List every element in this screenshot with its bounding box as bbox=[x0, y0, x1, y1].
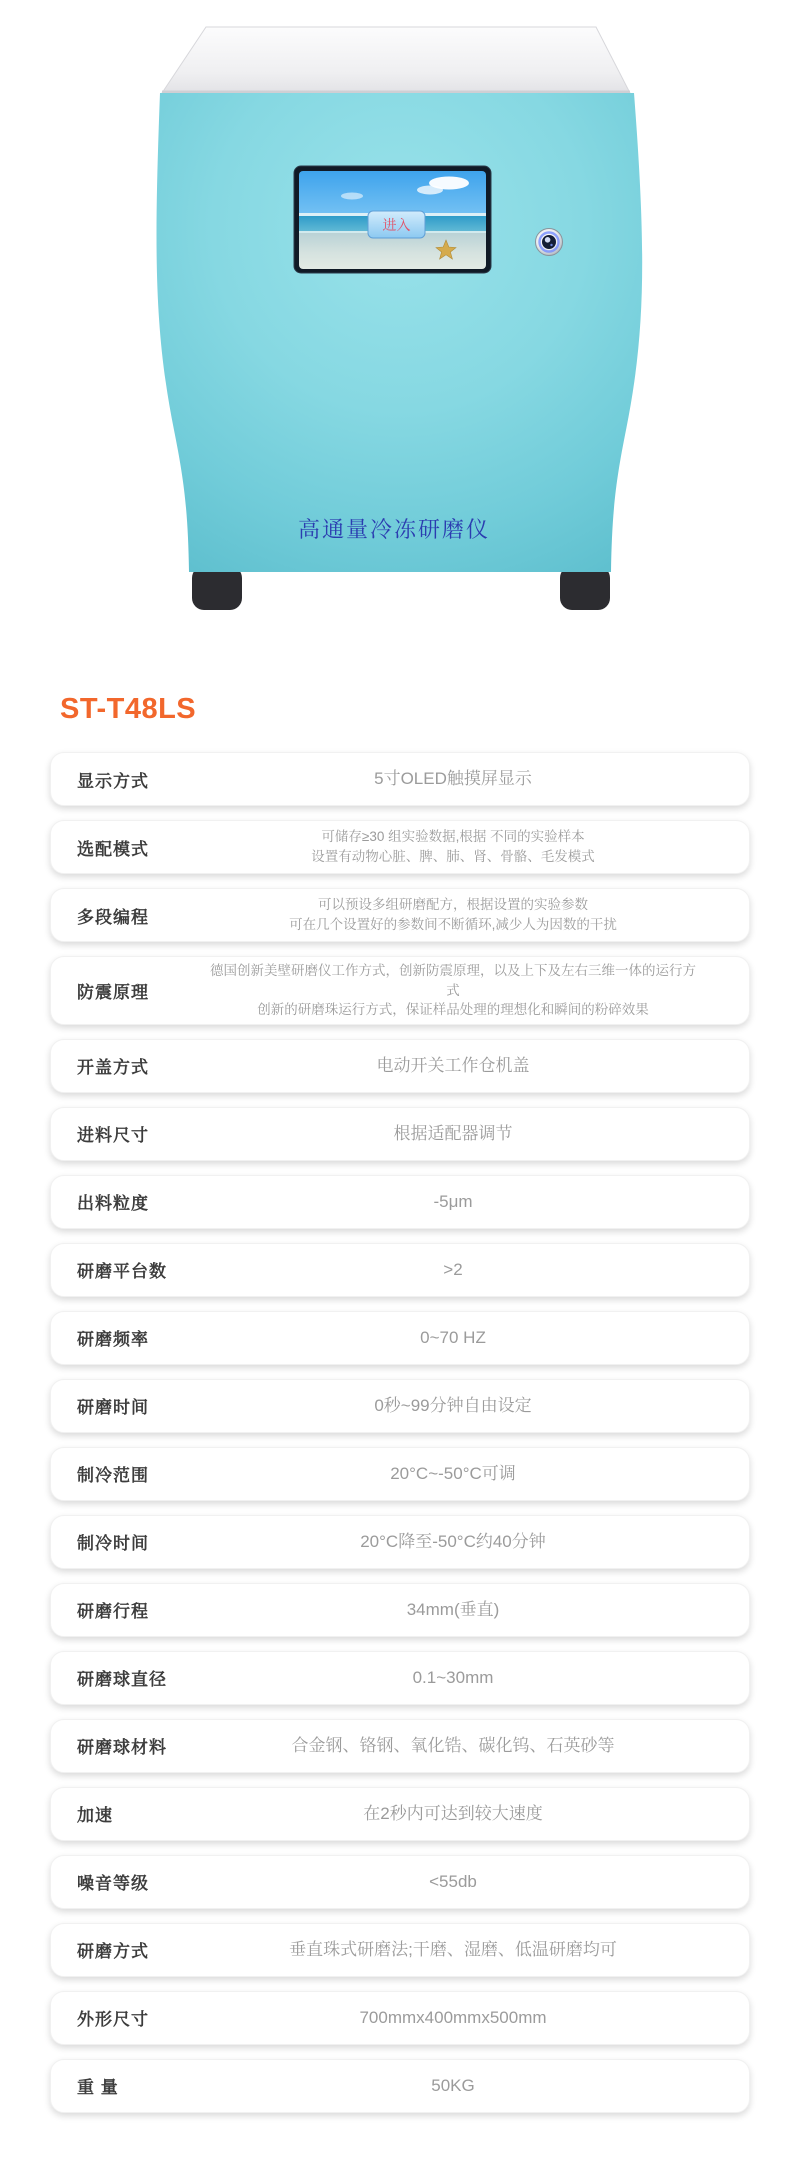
spec-value: 700mmx400mmx500mm bbox=[359, 2007, 547, 2027]
spec-row bbox=[50, 1719, 750, 1773]
machine-lid-edge bbox=[162, 91, 630, 94]
spec-label: 研磨球直径 bbox=[77, 1670, 167, 1690]
spec-row bbox=[50, 1583, 750, 1637]
cloud-icon bbox=[417, 186, 443, 195]
spec-row bbox=[50, 956, 750, 1025]
spec-label: 研磨频率 bbox=[77, 1330, 149, 1350]
spec-label: 显示方式 bbox=[77, 771, 149, 791]
machine-foot-left bbox=[192, 566, 242, 610]
spec-label: 研磨时间 bbox=[77, 1398, 149, 1418]
spec-row bbox=[50, 820, 750, 874]
spec-label: 开盖方式 bbox=[77, 1058, 149, 1078]
spec-label: 加速 bbox=[77, 1806, 113, 1826]
spec-label: 选配模式 bbox=[77, 839, 149, 859]
machine-body bbox=[157, 93, 643, 572]
spec-row bbox=[50, 1651, 750, 1705]
spec-value: 0秒~99分钟自由设定 bbox=[374, 1395, 532, 1415]
spec-value: 50KG bbox=[431, 2075, 475, 2095]
spec-value: 0~70 HZ bbox=[420, 1327, 486, 1347]
spec-label: 噪音等级 bbox=[77, 1874, 149, 1894]
spec-row bbox=[50, 1991, 750, 2045]
machine-foot-right bbox=[560, 566, 610, 610]
spec-table bbox=[50, 752, 750, 2168]
spec-value: 电动开关工作仓机盖 bbox=[376, 1055, 530, 1075]
spec-label: 多段编程 bbox=[77, 907, 149, 927]
spec-label: 研磨行程 bbox=[77, 1602, 149, 1622]
machine-label: 高通量冷冻研磨仪 bbox=[297, 517, 491, 542]
spec-value: 垂直珠式研磨法;干磨、湿磨、低温研磨均可 bbox=[289, 1939, 617, 1959]
spec-label: 研磨球材料 bbox=[77, 1738, 167, 1758]
spec-row bbox=[50, 752, 750, 806]
spec-value: 20°C~-50°C可调 bbox=[390, 1463, 516, 1483]
spec-value: >2 bbox=[443, 1259, 463, 1279]
spec-row bbox=[50, 1175, 750, 1229]
spec-row bbox=[50, 1107, 750, 1161]
product-photo bbox=[0, 0, 800, 655]
spec-row bbox=[50, 1243, 750, 1297]
spec-label: 外形尺寸 bbox=[77, 2010, 149, 2030]
spec-value: 合金钢、铬钢、氧化锆、碳化钨、石英砂等 bbox=[291, 1735, 615, 1755]
spec-label: 进料尺寸 bbox=[77, 1126, 149, 1146]
product-model-title: ST-T48LS bbox=[60, 693, 197, 725]
spec-row bbox=[50, 1447, 750, 1501]
spec-row bbox=[50, 1787, 750, 1841]
spec-value: 可储存≥30 组实验数据,根据 不同的实验样本 设置有动物心脏、脾、肺、肾、骨骼、毛发模式 bbox=[311, 829, 595, 864]
spec-value: 5寸OLED触摸屏显示 bbox=[374, 768, 532, 788]
spec-label: 制冷时间 bbox=[77, 1534, 149, 1554]
enter-button bbox=[368, 211, 425, 238]
spec-value: <55db bbox=[429, 1871, 477, 1891]
spec-row bbox=[50, 888, 750, 942]
spec-row bbox=[50, 1515, 750, 1569]
spec-value: 可以预设多组研磨配方，根据设置的实验参数 可在几个设置好的参数间不断循环,减少人为因数的干扰 bbox=[289, 897, 617, 932]
spec-value: 34mm(垂直) bbox=[406, 1599, 500, 1619]
spec-label: 防震原理 bbox=[77, 982, 149, 1002]
spec-value: 德国创新美壁研磨仪工作方式，创新防震原理，以及上下及左右三维一体的运行方式 创新的研磨珠运行方式，保证样品处理的理想化和瞬间的粉碎效果 bbox=[210, 963, 696, 1018]
spec-value: 在2秒内可达到较大速度 bbox=[363, 1803, 543, 1823]
machine-lid bbox=[162, 27, 630, 93]
spec-label: 制冷范围 bbox=[77, 1466, 149, 1486]
spec-value: -5μm bbox=[433, 1191, 473, 1211]
spec-label: 出料粒度 bbox=[77, 1194, 149, 1214]
spec-row bbox=[50, 2059, 750, 2113]
spec-row bbox=[50, 1923, 750, 1977]
enter-button-label: 进入 bbox=[382, 217, 411, 233]
spec-label: 重 量 bbox=[77, 2078, 119, 2098]
cloud-icon bbox=[341, 193, 363, 200]
spec-row bbox=[50, 1855, 750, 1909]
spec-row bbox=[50, 1311, 750, 1365]
spec-row bbox=[50, 1039, 750, 1093]
power-button-icon bbox=[536, 229, 563, 256]
spec-label: 研磨方式 bbox=[77, 1942, 149, 1962]
spec-row bbox=[50, 1379, 750, 1433]
spec-value: 根据适配器调节 bbox=[393, 1123, 513, 1143]
spec-label: 研磨平台数 bbox=[77, 1262, 167, 1282]
spec-value: 20°C降至-50°C约40分钟 bbox=[360, 1531, 546, 1551]
spec-value: 0.1~30mm bbox=[412, 1667, 494, 1687]
